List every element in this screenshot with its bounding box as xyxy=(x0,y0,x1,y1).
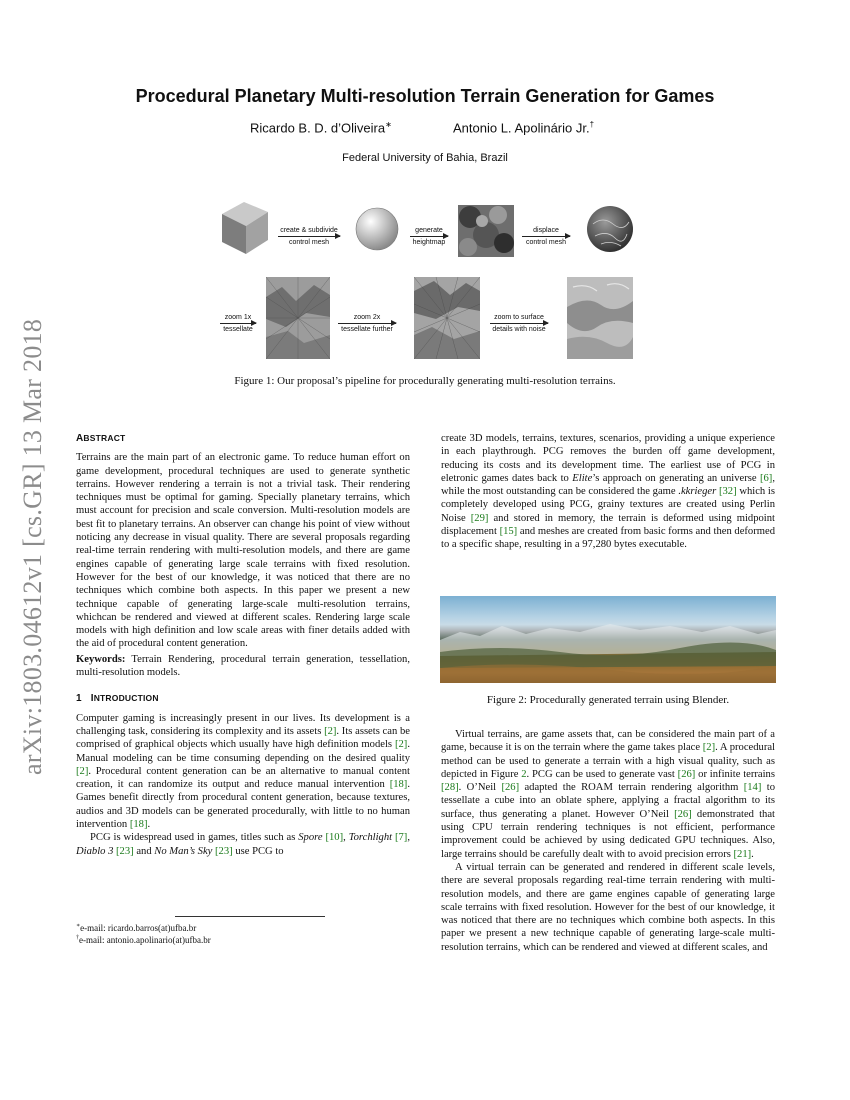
arxiv-identifier: arXiv:1803.04612v1 [cs.GR] 13 Mar 2018 xyxy=(18,318,47,775)
citation-link[interactable]: [10] xyxy=(325,832,344,844)
citation-link[interactable]: [2] xyxy=(702,742,716,754)
citation-link[interactable]: [2] xyxy=(324,725,337,737)
intro-paragraph-2: PCG is widespread used in games, titles such as Spore [10], Torchlight [7], Diablo 3 [23] and No Man’s Sky [23] use PCG to xyxy=(76,832,410,857)
citation-link[interactable]: [28] xyxy=(441,782,459,794)
right-paragraph-2: Virtual terrains, are game assets that, can be considered the main part of a game, because it is on the terrain where the game takes place [2]. A procedural method can be used to generate a terrain with a high visual quality, such as depicted in Figure 2. PCG can be used to generate vast [26] or infinite terrains [28]. O’Neil [26] adapted the ROAM terrain rendering algorithm [14] to tessellate a cube into an oblate sphere, applying a fractal algorithm to its surface, thus generating a planet. However O’Neil [26] demonstrated that using CPU terrain rendering techniques is not efficient, performance improvement could be achieved by using dedicated GPU techniques. Also, large terrains should be carefully dealt with to avoid precision errors [21]. xyxy=(441,729,776,860)
citation-link[interactable]: [2] xyxy=(76,765,89,777)
further-tessellated-terrain-image xyxy=(414,277,480,359)
citation-link[interactable]: [14] xyxy=(743,782,762,794)
surface-detail-image xyxy=(567,277,633,359)
citation-link[interactable]: [32] xyxy=(718,486,737,498)
right-paragraph-3: A virtual terrain can be generated and rendered in different scale levels, there are several proposals regarding real-time terrain rendering with multi-resolution models, and there are game engines capable of generating large scale terrains with fixed resolution. However for the best of our knowledge, it was noticed that there are no techniques which combine both aspects. In this paper we present a new technique capable of generating large-scale multi-resolution terrains, which can be rendered and viewed at different scales, and xyxy=(441,861,775,953)
heightmap-image xyxy=(458,205,514,257)
citation-link[interactable]: [26] xyxy=(677,768,696,780)
abstract-text: Terrains are the main part of an electronic game. To reduce human effort on game development, procedural techniques are used to generate synthetic terrains. However rendering a terrain is not a trivial task. Their rendering techniques must be optimal for gaming. Specially planetary terrains, which must account for precision and scale conversion. Multi-resolution models are best fit to planetary terrains. An observer can change his point of view without noticing any decrease in visual quality. There are several proposals regarding real-time terrain rendering with multi-resolution models, and there are game engines capable of generating large scale terrains with fixed resolution. However for the best of our knowledge, it was noticed that there are no techniques which combine both aspects. In this paper we present a new technique capable of generating large-scale multi-resolution terrains, whichcan be rendered and viewed at different scales. Rendering large scale models with high definition and low scale areas with finer details added with the aid of procedural content generation. xyxy=(76,452,410,650)
figure-2-terrain-image xyxy=(440,596,776,683)
citation-link[interactable]: [23] xyxy=(116,845,134,857)
arrow-displace: displace control mesh xyxy=(522,227,570,246)
author-1: Ricardo B. D. d’Oliveira∗ xyxy=(250,120,392,136)
figure-1-caption: Figure 1: Our proposal’s pipeline for procedurally generating multi-resolution terrains. xyxy=(234,375,616,387)
author-2: Antonio L. Apolinário Jr.† xyxy=(453,120,595,136)
citation-link[interactable]: [26] xyxy=(501,782,520,794)
citation-link[interactable]: [15] xyxy=(499,526,518,538)
arrow-generate: generate heightmap xyxy=(410,227,448,246)
citation-link[interactable]: [26] xyxy=(674,808,692,820)
affiliation: Federal University of Bahia, Brazil xyxy=(342,152,508,164)
citation-link[interactable]: [23] xyxy=(215,845,233,857)
arrow-zoom-1x: zoom 1x tessellate xyxy=(220,314,256,333)
arrow-zoom-to-surface: zoom to surface details with noise xyxy=(490,314,548,333)
footnote-rule xyxy=(175,916,325,917)
right-column-top xyxy=(441,432,775,552)
footnote-2: †e-mail: antonio.apolinario(at)ufba.br xyxy=(76,935,211,945)
citation-link[interactable]: [29] xyxy=(470,512,489,524)
sphere-image xyxy=(354,206,400,252)
abstract-heading: ABSTRACT xyxy=(76,433,126,444)
citation-link[interactable]: [7] xyxy=(394,832,408,844)
keywords: Keywords: Terrain Rendering, procedural terrain generation, tessellation, multi-resolution models. xyxy=(76,653,410,679)
footnote-1: ∗e-mail: ricardo.barros(at)ufba.br xyxy=(76,923,197,933)
citation-link[interactable]: [18] xyxy=(129,819,148,831)
paper-title: Procedural Planetary Multi-resolution Terrain Generation for Games xyxy=(135,86,715,106)
tessellated-terrain-image xyxy=(266,277,330,359)
arrow-create-subdivide: create & subdivide control mesh xyxy=(278,227,340,246)
right-paragraph-1: create 3D models, terrains, textures, scenarios, providing a unique experience in each playthrough. PCG removes the burden off game development, reducing its costs and its development time. The earliest use of PCG in eletronic games dates back to Elite’s approach on generating an universe [6], while the most outstanding can be considered the game .kkrieger [32] which is completely developed using PCG, grainy textures are created using Perlin Noise [29] and stored in memory, the terrain is deformed using midpoint displacement [15] and meshes are created from basic forms and then deformed to a specific shape, resulting in a 97,280 bytes executable. xyxy=(441,433,775,551)
figure-link[interactable]: 2 xyxy=(521,768,527,780)
arrow-zoom-2x: zoom 2x tessellate further xyxy=(338,314,396,333)
figure-2-caption: Figure 2: Procedurally generated terrain using Blender. xyxy=(486,694,730,706)
citation-link[interactable]: [21] xyxy=(733,848,752,860)
introduction-heading: 1 INTRODUCTION xyxy=(76,693,159,705)
citation-link[interactable]: [2] xyxy=(394,739,408,751)
cube-image xyxy=(214,198,274,258)
displaced-planet-image xyxy=(585,204,635,254)
citation-link[interactable]: [18] xyxy=(389,779,408,791)
citation-link[interactable]: [6] xyxy=(759,472,773,484)
intro-paragraph-1: Computer gaming is increasingly present in our lives. Its development is a challenging task, considering its complexity and its assets [2]. Its assets can be comprised of graphical objects which usually have high definition models [2]. Manual modeling can be time consuming depending on the desired quality [2]. Procedural content generation can be an alternative to manual content creation, it can randomize its output and reduce manual intervention [18]. Games benefit directly from procedural content generation, because textures, audios and 3D models can be generated procedurally, with little to no human intervention [18]. xyxy=(76,712,410,831)
left-column xyxy=(76,432,410,858)
right-column-bottom xyxy=(441,728,775,954)
